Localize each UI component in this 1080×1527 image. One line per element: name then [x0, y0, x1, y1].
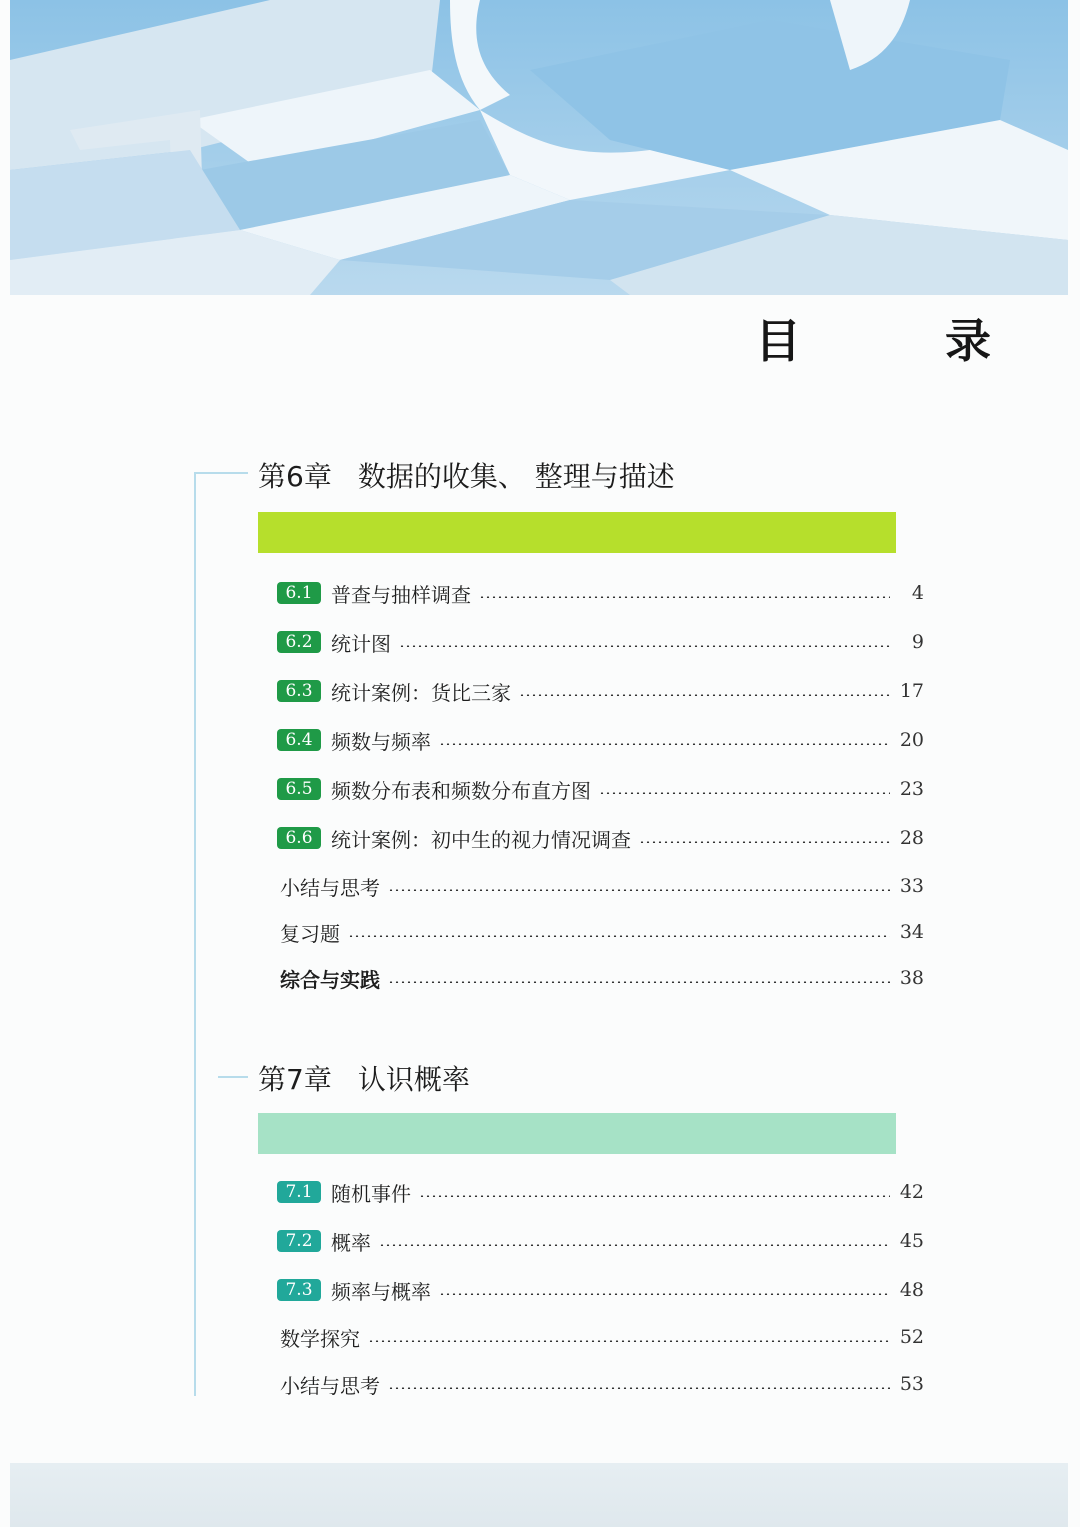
section-badge: 6.2: [277, 631, 321, 653]
page-number: 34: [899, 921, 924, 943]
section-badge: 6.4: [277, 729, 321, 751]
toc-entry-6-2[interactable]: [280, 627, 924, 657]
toc-entry-7-3[interactable]: [280, 1275, 924, 1305]
page-number: 45: [899, 1230, 924, 1252]
cover-banner-illustration: [10, 0, 1068, 295]
entry-title: 综合与实践: [280, 967, 380, 992]
toc-entry-exploration-7[interactable]: [280, 1322, 924, 1352]
page-number: 28: [899, 827, 924, 849]
toc-entry-6-1[interactable]: [280, 578, 924, 608]
dot-leader: [599, 792, 890, 794]
section-badge: 7.1: [277, 1181, 321, 1203]
entry-title: 小结与思考: [280, 1373, 380, 1398]
chapter-7-label: 第7章: [258, 1063, 332, 1096]
section-badge: 6.6: [277, 827, 321, 849]
toc-entry-6-5[interactable]: [280, 774, 924, 804]
entry-title: 随机事件: [331, 1181, 411, 1206]
page-number: 23: [899, 778, 924, 800]
entry-title: 频数与频率: [331, 729, 431, 754]
page-number: 20: [899, 729, 924, 751]
dot-leader: [379, 1244, 890, 1246]
chapter-6-heading: [258, 455, 675, 495]
dot-leader: [439, 1293, 890, 1295]
entry-title: 统计案例：货比三家: [331, 680, 511, 705]
chapter-7-title: 认识概率: [357, 1063, 470, 1096]
entry-title: 概率: [331, 1230, 371, 1255]
dot-leader: [348, 935, 890, 937]
chapter-6-color-bar: [258, 512, 896, 553]
entry-title: 小结与思考: [280, 875, 380, 900]
chapter-6-connector-line: [196, 472, 248, 474]
page-number: 9: [911, 631, 924, 653]
dot-leader: [399, 645, 890, 647]
toc-entry-summary-7[interactable]: [280, 1369, 924, 1399]
toc-entry-practice-6[interactable]: [280, 963, 924, 993]
page-number: 4: [911, 582, 924, 604]
entry-title: 频数分布表和频数分布直方图: [331, 778, 591, 803]
page-number: 17: [899, 680, 924, 702]
page-number: 42: [899, 1181, 924, 1203]
page-number: 52: [899, 1326, 924, 1348]
toc-entry-6-3[interactable]: [280, 676, 924, 706]
chapter-6-label: 第6章: [258, 460, 332, 493]
chapter-7-heading: [258, 1058, 470, 1098]
entry-title: 统计案例：初中生的视力情况调查: [331, 827, 631, 852]
toc-entry-7-1[interactable]: [280, 1177, 924, 1207]
toc-vertical-rule: [194, 472, 196, 1396]
dot-leader: [639, 841, 890, 843]
dot-leader: [439, 743, 890, 745]
toc-entry-6-4[interactable]: [280, 725, 924, 755]
entry-title: 普查与抽样调查: [331, 582, 471, 607]
dot-leader: [368, 1340, 890, 1342]
toc-heading: 目 录: [755, 314, 1056, 368]
section-badge: 6.5: [277, 778, 321, 800]
page-number: 38: [899, 967, 924, 989]
toc-entry-6-6[interactable]: [280, 823, 924, 853]
dot-leader: [388, 1387, 890, 1389]
dot-leader: [388, 889, 890, 891]
section-badge: 6.1: [277, 582, 321, 604]
page-number: 53: [899, 1373, 924, 1395]
section-badge: 7.2: [277, 1230, 321, 1252]
entry-title: 统计图: [331, 631, 391, 656]
entry-title: 复习题: [280, 921, 340, 946]
bottom-page-strip: [10, 1463, 1068, 1527]
dot-leader: [519, 694, 890, 696]
entry-title: 频率与概率: [331, 1279, 431, 1304]
section-badge: 7.3: [277, 1279, 321, 1301]
section-badge: 6.3: [277, 680, 321, 702]
dot-leader: [419, 1195, 890, 1197]
entry-title: 数学探究: [280, 1326, 360, 1351]
chapter-6-title: 数据的收集、 整理与描述: [357, 460, 675, 493]
dot-leader: [479, 596, 890, 598]
page-number: 33: [899, 875, 924, 897]
toc-entry-summary-6[interactable]: [280, 871, 924, 901]
chapter-7-color-bar: [258, 1113, 896, 1154]
toc-entry-review-6[interactable]: [280, 917, 924, 947]
chapter-7-connector-line: [218, 1076, 248, 1078]
page-number: 48: [899, 1279, 924, 1301]
dot-leader: [388, 981, 890, 983]
toc-entry-7-2[interactable]: [280, 1226, 924, 1256]
